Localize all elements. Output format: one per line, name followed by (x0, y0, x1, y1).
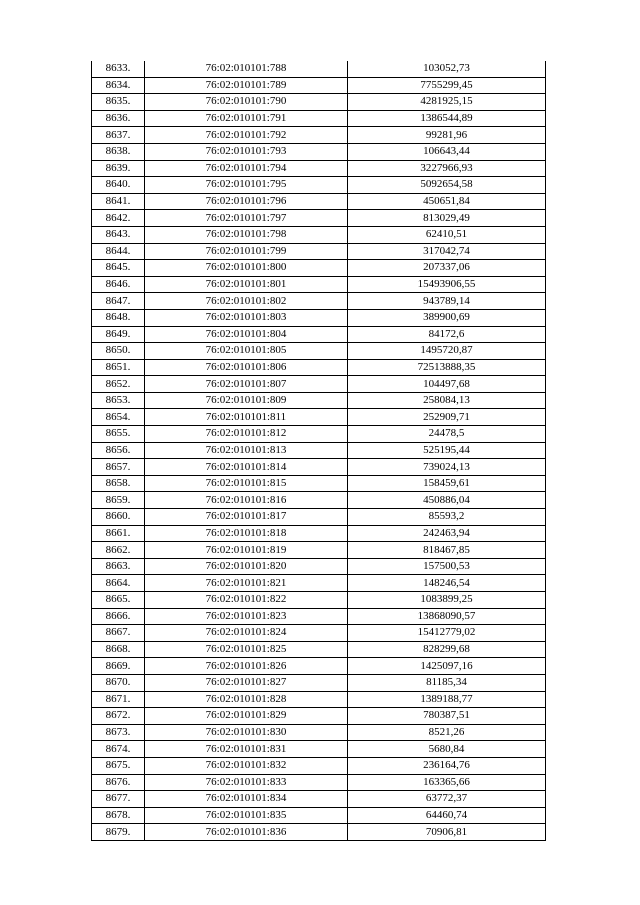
cadastral-number-cell: 76:02:010101:819 (145, 542, 348, 559)
cadastral-number-cell: 76:02:010101:827 (145, 674, 348, 691)
row-number-cell: 8656. (92, 442, 145, 459)
table-row (92, 276, 546, 293)
table-row (92, 459, 546, 476)
cadastral-number-cell: 76:02:010101:795 (145, 177, 348, 194)
cadastral-number-cell: 76:02:010101:824 (145, 625, 348, 642)
cadastral-number-cell: 76:02:010101:800 (145, 260, 348, 277)
cadastral-value-cell: 943789,14 (348, 293, 546, 310)
table-row (92, 542, 546, 559)
cadastral-value-cell: 84172,6 (348, 326, 546, 343)
cadastral-number-cell: 76:02:010101:817 (145, 509, 348, 526)
cadastral-value-table (91, 61, 546, 841)
cadastral-value-cell: 450651,84 (348, 193, 546, 210)
table-row (92, 94, 546, 111)
row-number-cell: 8638. (92, 143, 145, 160)
cadastral-number-cell: 76:02:010101:828 (145, 691, 348, 708)
row-number-cell: 8645. (92, 260, 145, 277)
cadastral-value-cell: 103052,73 (348, 61, 546, 77)
table-row (92, 807, 546, 824)
cadastral-value-cell: 5680,84 (348, 741, 546, 758)
row-number-cell: 8676. (92, 774, 145, 791)
cadastral-number-cell: 76:02:010101:831 (145, 741, 348, 758)
table-row (92, 475, 546, 492)
cadastral-value-cell: 828299,68 (348, 641, 546, 658)
cadastral-value-cell: 813029,49 (348, 210, 546, 227)
cadastral-value-cell: 1425097,16 (348, 658, 546, 675)
table-row (92, 442, 546, 459)
cadastral-number-cell: 76:02:010101:825 (145, 641, 348, 658)
table-row (92, 558, 546, 575)
cadastral-number-cell: 76:02:010101:823 (145, 608, 348, 625)
table-row (92, 226, 546, 243)
table-row (92, 326, 546, 343)
cadastral-number-cell: 76:02:010101:811 (145, 409, 348, 426)
row-number-cell: 8648. (92, 309, 145, 326)
cadastral-value-cell: 5092654,58 (348, 177, 546, 194)
table-row (92, 691, 546, 708)
cadastral-value-cell: 8521,26 (348, 724, 546, 741)
row-number-cell: 8636. (92, 110, 145, 127)
row-number-cell: 8663. (92, 558, 145, 575)
cadastral-value-cell: 15493906,55 (348, 276, 546, 293)
row-number-cell: 8653. (92, 392, 145, 409)
row-number-cell: 8646. (92, 276, 145, 293)
cadastral-number-cell: 76:02:010101:836 (145, 824, 348, 841)
cadastral-value-cell: 99281,96 (348, 127, 546, 144)
cadastral-number-cell: 76:02:010101:815 (145, 475, 348, 492)
cadastral-number-cell: 76:02:010101:788 (145, 61, 348, 77)
cadastral-number-cell: 76:02:010101:834 (145, 791, 348, 808)
table-row (92, 674, 546, 691)
cadastral-number-cell: 76:02:010101:820 (145, 558, 348, 575)
cadastral-number-cell: 76:02:010101:801 (145, 276, 348, 293)
row-number-cell: 8668. (92, 641, 145, 658)
cadastral-number-cell: 76:02:010101:822 (145, 592, 348, 609)
row-number-cell: 8667. (92, 625, 145, 642)
row-number-cell: 8664. (92, 575, 145, 592)
row-number-cell: 8647. (92, 293, 145, 310)
cadastral-value-cell: 258084,13 (348, 392, 546, 409)
cadastral-number-cell: 76:02:010101:803 (145, 309, 348, 326)
cadastral-value-cell: 1083899,25 (348, 592, 546, 609)
cadastral-number-cell: 76:02:010101:829 (145, 708, 348, 725)
cadastral-value-cell: 7755299,45 (348, 77, 546, 94)
table-row (92, 293, 546, 310)
cadastral-number-cell: 76:02:010101:826 (145, 658, 348, 675)
table-row (92, 774, 546, 791)
cadastral-value-cell: 24478,5 (348, 426, 546, 443)
cadastral-number-cell: 76:02:010101:799 (145, 243, 348, 260)
row-number-cell: 8639. (92, 160, 145, 177)
row-number-cell: 8658. (92, 475, 145, 492)
row-number-cell: 8670. (92, 674, 145, 691)
cadastral-value-cell: 85593,2 (348, 509, 546, 526)
row-number-cell: 8637. (92, 127, 145, 144)
cadastral-value-cell: 106643,44 (348, 143, 546, 160)
table-row (92, 359, 546, 376)
row-number-cell: 8655. (92, 426, 145, 443)
cadastral-number-cell: 76:02:010101:807 (145, 376, 348, 393)
table-row (92, 160, 546, 177)
table-row (92, 127, 546, 144)
cadastral-number-cell: 76:02:010101:797 (145, 210, 348, 227)
cadastral-value-cell: 780387,51 (348, 708, 546, 725)
table-row (92, 741, 546, 758)
cadastral-value-cell: 252909,71 (348, 409, 546, 426)
table-row (92, 791, 546, 808)
table-row (92, 824, 546, 841)
cadastral-number-cell: 76:02:010101:814 (145, 459, 348, 476)
table-row (92, 641, 546, 658)
cadastral-value-cell: 157500,53 (348, 558, 546, 575)
cadastral-value-cell: 818467,85 (348, 542, 546, 559)
row-number-cell: 8671. (92, 691, 145, 708)
row-number-cell: 8672. (92, 708, 145, 725)
cadastral-value-cell: 148246,54 (348, 575, 546, 592)
row-number-cell: 8677. (92, 791, 145, 808)
row-number-cell: 8665. (92, 592, 145, 609)
cadastral-value-cell: 1389188,77 (348, 691, 546, 708)
cadastral-value-cell: 4281925,15 (348, 94, 546, 111)
row-number-cell: 8652. (92, 376, 145, 393)
table-row (92, 177, 546, 194)
row-number-cell: 8669. (92, 658, 145, 675)
table-row (92, 243, 546, 260)
row-number-cell: 8675. (92, 757, 145, 774)
table-row (92, 592, 546, 609)
cadastral-number-cell: 76:02:010101:789 (145, 77, 348, 94)
row-number-cell: 8679. (92, 824, 145, 841)
cadastral-value-cell: 1495720,87 (348, 343, 546, 360)
cadastral-value-cell: 13868090,57 (348, 608, 546, 625)
row-number-cell: 8666. (92, 608, 145, 625)
table-row (92, 343, 546, 360)
row-number-cell: 8657. (92, 459, 145, 476)
table-row (92, 608, 546, 625)
table-row (92, 309, 546, 326)
table-row (92, 392, 546, 409)
cadastral-number-cell: 76:02:010101:796 (145, 193, 348, 210)
row-number-cell: 8678. (92, 807, 145, 824)
cadastral-value-cell: 3227966,93 (348, 160, 546, 177)
row-number-cell: 8644. (92, 243, 145, 260)
table-row (92, 61, 546, 77)
cadastral-number-cell: 76:02:010101:790 (145, 94, 348, 111)
row-number-cell: 8641. (92, 193, 145, 210)
cadastral-number-cell: 76:02:010101:818 (145, 525, 348, 542)
row-number-cell: 8649. (92, 326, 145, 343)
table-row (92, 409, 546, 426)
cadastral-number-cell: 76:02:010101:809 (145, 392, 348, 409)
row-number-cell: 8650. (92, 343, 145, 360)
table-row (92, 77, 546, 94)
row-number-cell: 8651. (92, 359, 145, 376)
cadastral-value-cell: 317042,74 (348, 243, 546, 260)
table-row (92, 426, 546, 443)
table-row (92, 260, 546, 277)
cadastral-number-cell: 76:02:010101:832 (145, 757, 348, 774)
table-row (92, 625, 546, 642)
cadastral-value-cell: 525195,44 (348, 442, 546, 459)
table-row (92, 708, 546, 725)
cadastral-value-cell: 163365,66 (348, 774, 546, 791)
cadastral-value-cell: 389900,69 (348, 309, 546, 326)
cadastral-value-cell: 70906,81 (348, 824, 546, 841)
table-row (92, 376, 546, 393)
row-number-cell: 8642. (92, 210, 145, 227)
cadastral-value-cell: 450886,04 (348, 492, 546, 509)
table-row (92, 193, 546, 210)
row-number-cell: 8661. (92, 525, 145, 542)
cadastral-value-cell: 64460,74 (348, 807, 546, 824)
cadastral-value-cell: 63772,37 (348, 791, 546, 808)
table-row (92, 724, 546, 741)
cadastral-number-cell: 76:02:010101:806 (145, 359, 348, 376)
cadastral-number-cell: 76:02:010101:812 (145, 426, 348, 443)
row-number-cell: 8640. (92, 177, 145, 194)
cadastral-number-cell: 76:02:010101:821 (145, 575, 348, 592)
row-number-cell: 8659. (92, 492, 145, 509)
table-row (92, 757, 546, 774)
cadastral-number-cell: 76:02:010101:793 (145, 143, 348, 160)
cadastral-number-cell: 76:02:010101:804 (145, 326, 348, 343)
cadastral-number-cell: 76:02:010101:833 (145, 774, 348, 791)
row-number-cell: 8643. (92, 226, 145, 243)
table-row (92, 575, 546, 592)
table-body (92, 61, 546, 840)
cadastral-number-cell: 76:02:010101:816 (145, 492, 348, 509)
cadastral-value-cell: 739024,13 (348, 459, 546, 476)
cadastral-value-cell: 207337,06 (348, 260, 546, 277)
cadastral-number-cell: 76:02:010101:805 (145, 343, 348, 360)
cadastral-number-cell: 76:02:010101:835 (145, 807, 348, 824)
cadastral-value-cell: 236164,76 (348, 757, 546, 774)
row-number-cell: 8660. (92, 509, 145, 526)
table-row (92, 525, 546, 542)
table-row (92, 210, 546, 227)
row-number-cell: 8662. (92, 542, 145, 559)
cadastral-number-cell: 76:02:010101:794 (145, 160, 348, 177)
cadastral-value-cell: 1386544,89 (348, 110, 546, 127)
cadastral-value-cell: 104497,68 (348, 376, 546, 393)
table-row (92, 509, 546, 526)
row-number-cell: 8634. (92, 77, 145, 94)
row-number-cell: 8654. (92, 409, 145, 426)
table-row (92, 143, 546, 160)
cadastral-value-cell: 72513888,35 (348, 359, 546, 376)
cadastral-number-cell: 76:02:010101:830 (145, 724, 348, 741)
row-number-cell: 8674. (92, 741, 145, 758)
table-row (92, 658, 546, 675)
cadastral-number-cell: 76:02:010101:802 (145, 293, 348, 310)
row-number-cell: 8633. (92, 61, 145, 77)
cadastral-number-cell: 76:02:010101:798 (145, 226, 348, 243)
table-row (92, 492, 546, 509)
row-number-cell: 8635. (92, 94, 145, 111)
cadastral-number-cell: 76:02:010101:813 (145, 442, 348, 459)
cadastral-value-cell: 242463,94 (348, 525, 546, 542)
cadastral-value-cell: 158459,61 (348, 475, 546, 492)
cadastral-number-cell: 76:02:010101:792 (145, 127, 348, 144)
row-number-cell: 8673. (92, 724, 145, 741)
table-row (92, 110, 546, 127)
cadastral-number-cell: 76:02:010101:791 (145, 110, 348, 127)
cadastral-value-cell: 81185,34 (348, 674, 546, 691)
cadastral-value-cell: 62410,51 (348, 226, 546, 243)
cadastral-value-cell: 15412779,02 (348, 625, 546, 642)
